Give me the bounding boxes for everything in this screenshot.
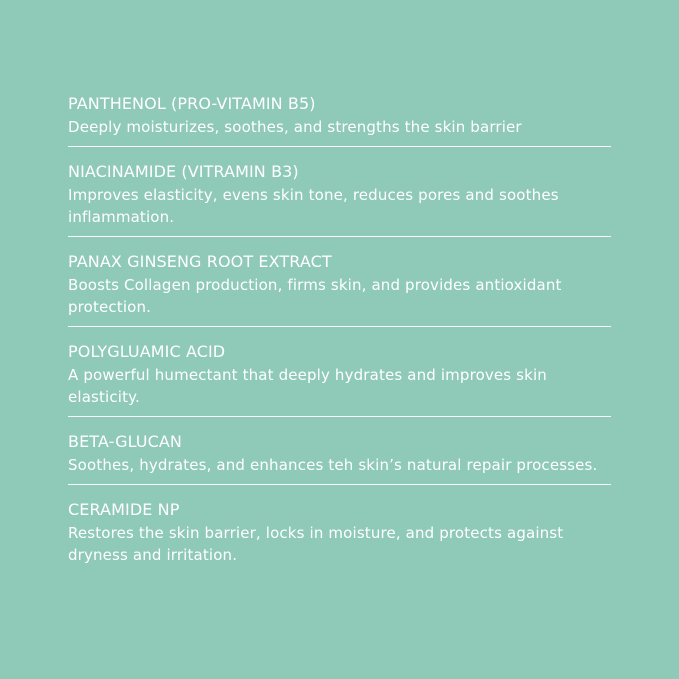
- ingredient-description: Improves elasticity, evens skin tone, reduces pores and soothes inflammation.: [68, 186, 559, 226]
- ingredient-name: BETA-GLUCAN: [68, 432, 182, 451]
- ingredient-name: PANTHENOL (PRO-VITAMIN B5): [68, 94, 316, 113]
- ingredient-name: PANAX GINSENG ROOT EXTRACT: [68, 252, 332, 271]
- ingredient-description: A powerful humectant that deeply hydrates and improves skin elasticity.: [68, 366, 547, 406]
- ingredient-description: Boosts Collagen production, firms skin, and provides antioxidant protection.: [68, 276, 562, 316]
- ingredient-list: [68, 93, 611, 574]
- ingredient-name: CERAMIDE NP: [68, 500, 180, 519]
- ingredient-polygluamic-acid: [68, 341, 611, 417]
- ingredient-name: NIACINAMIDE (VITRAMIN B3): [68, 162, 299, 181]
- ingredient-panax-ginseng: [68, 251, 611, 327]
- ingredient-description: Deeply moisturizes, soothes, and strengths the skin barrier: [68, 118, 522, 136]
- ingredient-niacinamide: [68, 161, 611, 237]
- ingredient-beta-glucan: [68, 431, 611, 485]
- ingredient-description: Restores the skin barrier, locks in moisture, and protects against dryness and irritation.: [68, 524, 564, 564]
- ingredient-panthenol: [68, 93, 611, 147]
- ingredient-ceramide-np: [68, 499, 611, 574]
- ingredient-description: Soothes, hydrates, and enhances teh skin’s natural repair processes.: [68, 456, 598, 474]
- ingredient-name: POLYGLUAMIC ACID: [68, 342, 226, 361]
